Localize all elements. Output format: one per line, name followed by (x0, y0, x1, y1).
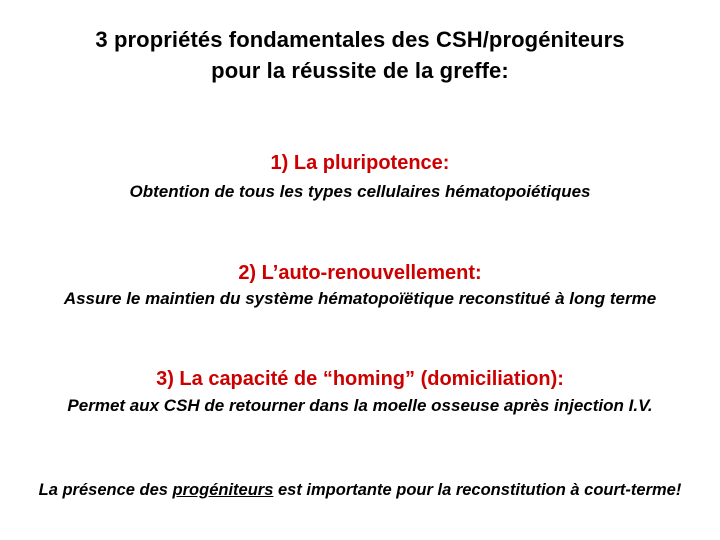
property-3-description: Permet aux CSH de retourner dans la moelle osseuse après injection I.V. (67, 396, 653, 415)
slide-title-line-2: pour la réussite de la greffe: (211, 58, 509, 83)
footer-underlined-word: progéniteurs (172, 481, 274, 499)
slide-title-line-1: 3 propriétés fondamentales des CSH/progéniteurs (95, 27, 625, 52)
property-1-heading: 1) La pluripotence: (270, 152, 450, 174)
property-3-heading: 3) La capacité de “homing” (domiciliation): (156, 368, 564, 390)
property-1-description: Obtention de tous les types cellulaires hématopoiétiques (129, 182, 591, 201)
footer-text-after: est importante pour la reconstitution à court-terme! (273, 481, 682, 499)
slide-title (0, 24, 720, 86)
footer-text-before: La présence des (38, 481, 173, 499)
property-2-heading: 2) L’auto-renouvellement: (238, 262, 482, 284)
footer-note (0, 481, 720, 500)
property-2-description: Assure le maintien du système hématopoïëtique reconstitué à long terme (63, 289, 657, 308)
